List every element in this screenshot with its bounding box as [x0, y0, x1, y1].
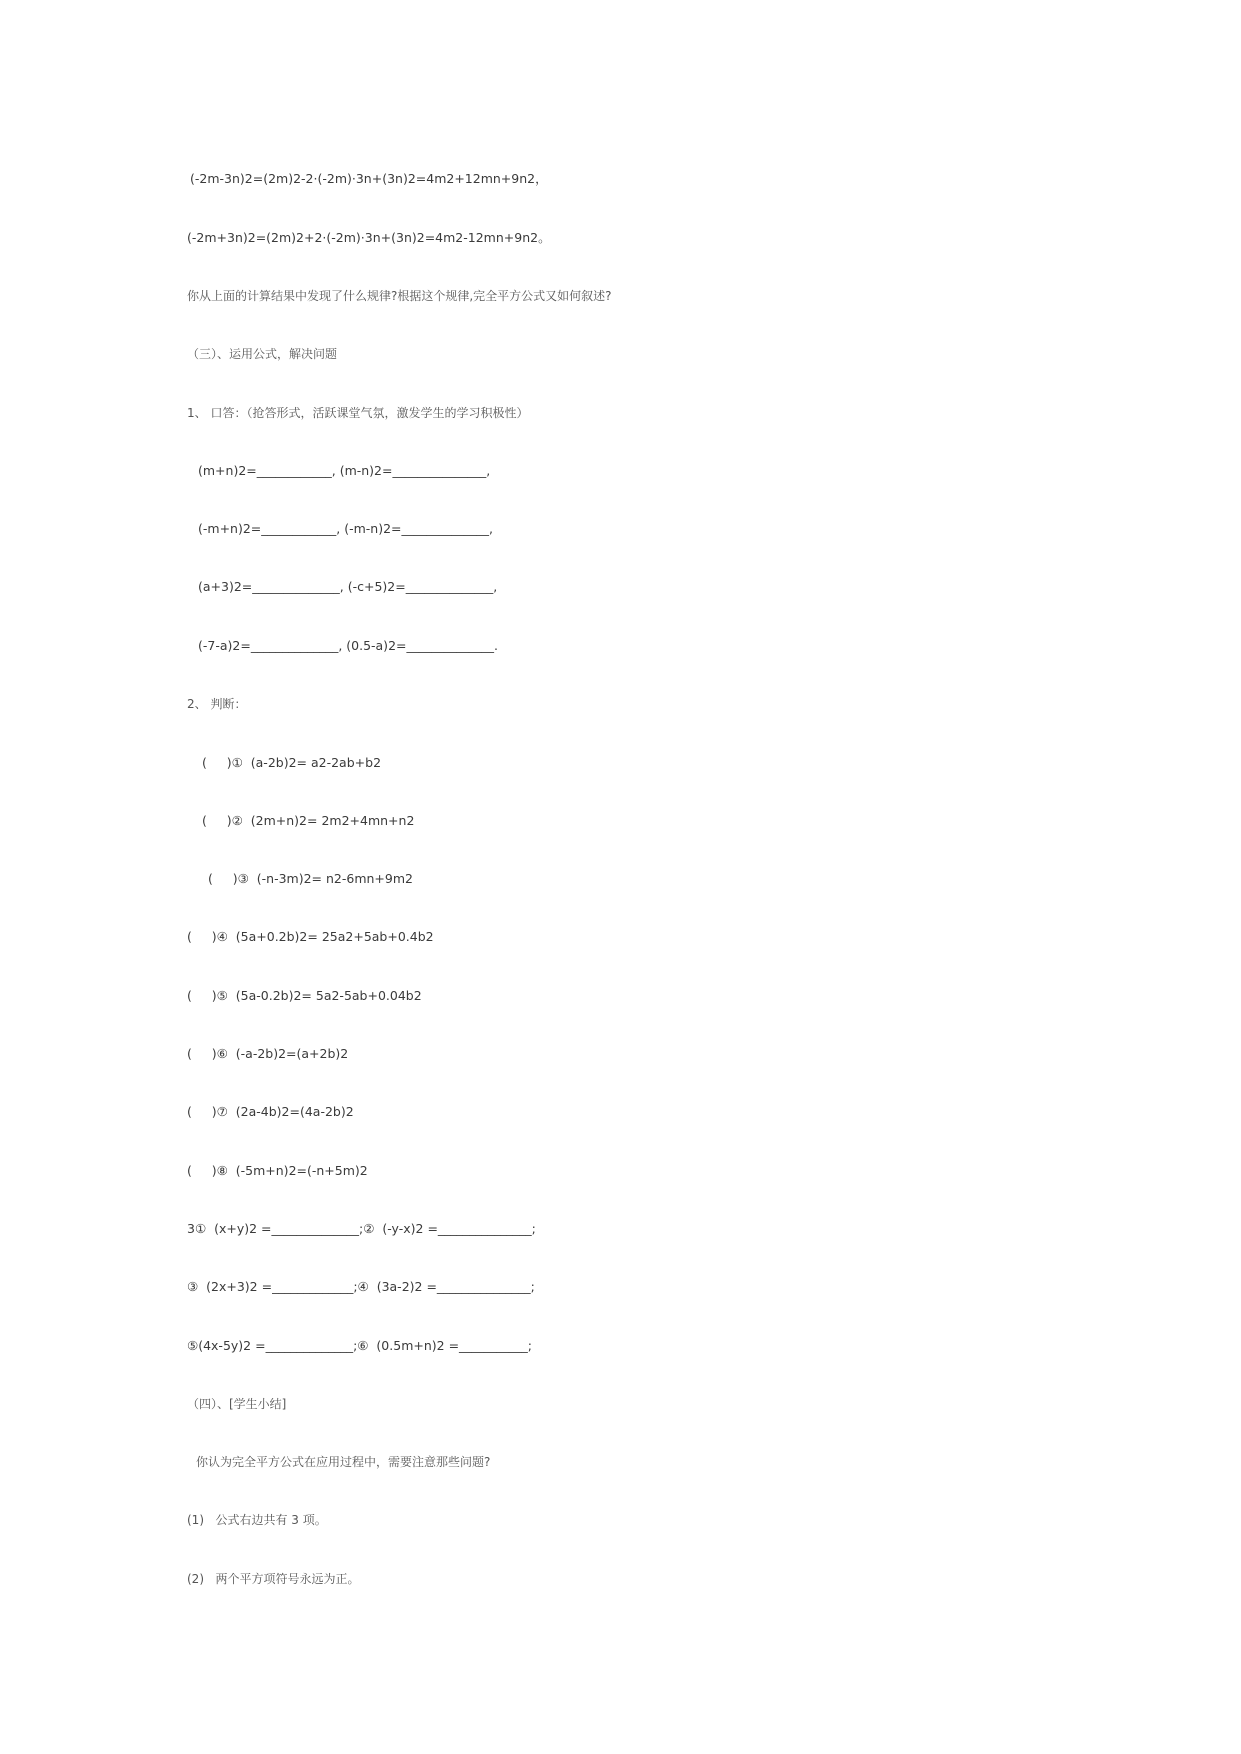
judgement-item: ( )① (a-2b)2= a2-2ab+b2 — [202, 755, 382, 770]
judgement-item: ( )⑦ (2a-4b)2=(4a-2b)2 — [187, 1104, 354, 1119]
judgement-item: ( )⑤ (5a-0.2b)2= 5a2-5ab+0.04b2 — [187, 988, 422, 1003]
section-heading: （四）、[学生小结] — [187, 1397, 287, 1411]
exercise-line: (-m+n)2=____________, (-m-n)2=______________, — [198, 521, 493, 536]
judgement-item: ( )⑧ (-5m+n)2=(-n+5m)2 — [187, 1163, 368, 1178]
exercise-heading: 2、 判断： — [187, 697, 247, 711]
section-heading: （三）、运用公式，解决问题 — [187, 347, 338, 361]
exercise-line: ③ (2x+3)2 =_____________;④ (3a-2)2 =_______________; — [187, 1279, 535, 1294]
formula-line: (-2m-3n)2=(2m)2-2·(-2m)·3n+(3n)2=4m2+12mn+9n2， — [190, 171, 548, 186]
question-text: 你认为完全平方公式在应用过程中，需要注意那些问题? — [196, 1455, 491, 1469]
summary-item: (2) 两个平方项符号永远为正。 — [187, 1572, 360, 1586]
summary-item: (1) 公式右边共有 3 项。 — [187, 1513, 327, 1527]
question-text: 你从上面的计算结果中发现了什么规律?根据这个规律,完全平方公式又如何叙述? — [187, 289, 612, 303]
judgement-item: ( )③ (-n-3m)2= n2-6mn+9m2 — [208, 871, 413, 886]
exercise-line: (a+3)2=______________, (-c+5)2=______________, — [198, 579, 498, 594]
exercise-line: (-7-a)2=______________, (0.5-a)2=______________. — [198, 638, 498, 653]
formula-line: (-2m+3n)2=(2m)2+2·(-2m)·3n+(3n)2=4m2-12mn+9n2。 — [187, 230, 551, 245]
exercise-line: (m+n)2=____________, (m-n)2=_______________, — [198, 463, 491, 478]
exercise-line: 3① (x+y)2 =______________;② (-y-x)2 =_______________; — [187, 1221, 536, 1236]
exercise-line: ⑤(4x-5y)2 =______________;⑥ (0.5m+n)2 =___________; — [187, 1338, 533, 1353]
judgement-item: ( )⑥ (-a-2b)2=(a+2b)2 — [187, 1046, 349, 1061]
exercise-heading: 1、 口答：（抢答形式，活跃课堂气氛，激发学生的学习积极性） — [187, 406, 529, 420]
judgement-item: ( )② (2m+n)2= 2m2+4mn+n2 — [202, 813, 415, 828]
judgement-item: ( )④ (5a+0.2b)2= 25a2+5ab+0.4b2 — [187, 929, 434, 944]
